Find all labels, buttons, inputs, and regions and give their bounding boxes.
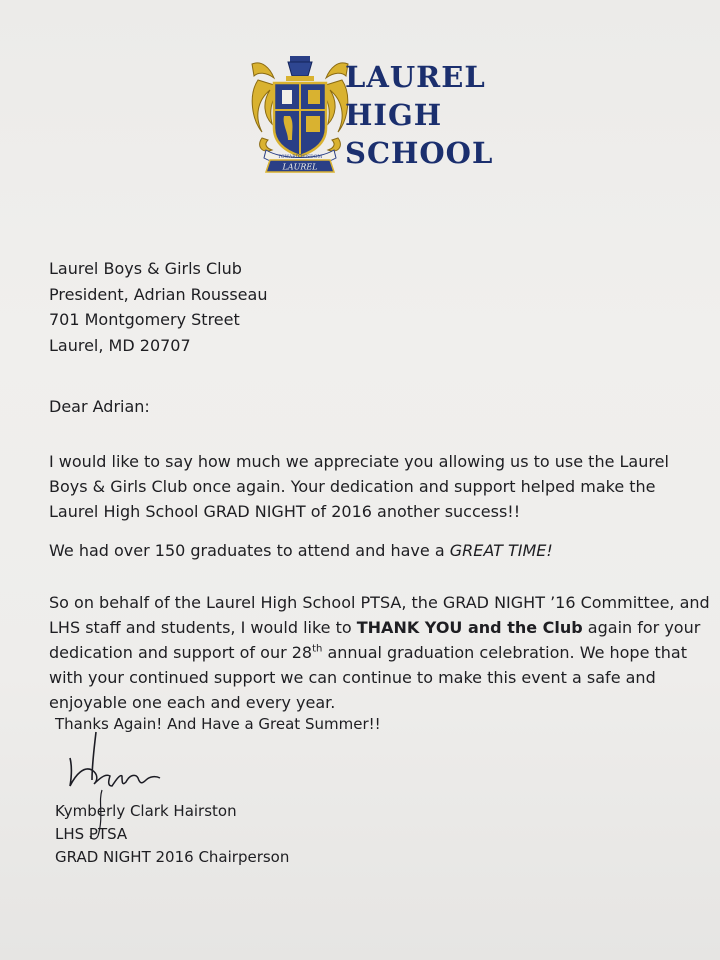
crest-scroll-text: LAUREL: [282, 162, 318, 172]
paragraph-3: [49, 590, 710, 715]
school-name-line-3: SCHOOL: [345, 136, 494, 170]
paragraph-2-emphasis: GREAT TIME!: [449, 541, 553, 560]
recipient-address: [49, 256, 267, 358]
school-name-heading: [345, 58, 493, 172]
signer-organization: LHS PTSA: [55, 825, 128, 843]
signer-name: Kymberly Clark Hairston: [55, 802, 237, 820]
thank-you-emphasis: THANK YOU and the Club: [356, 618, 583, 637]
paragraph-3-line-1: So on behalf of the Laurel High School PTSA, the GRAD NIGHT ’16 Committee, and: [49, 593, 710, 612]
recipient-line-1: Laurel Boys & Girls Club: [49, 259, 242, 278]
paragraph-3-line-5: enjoyable one each and every year.: [49, 693, 336, 712]
salutation: Dear Adrian:: [49, 397, 150, 416]
paragraph-3-line-3-suffix: annual graduation celebration. We hope that: [322, 643, 688, 662]
recipient-line-2: President, Adrian Rousseau: [49, 284, 268, 304]
closing-line: Thanks Again! And Have a Great Summer!!: [55, 715, 381, 733]
signature-block: [55, 800, 289, 869]
school-name-line-2: HIGH: [345, 98, 443, 132]
paragraph-3-line-2-suffix: again for your: [582, 618, 701, 637]
paragraph-3-line-4: with your continued support we can continue to make this event a safe and: [49, 668, 656, 687]
recipient-line-4: Laurel, MD 20707: [49, 335, 191, 355]
paragraph-3-line-2: [49, 615, 701, 640]
paragraph-1: [49, 449, 689, 524]
paragraph-3-line-3: [49, 640, 689, 665]
ordinal-suffix: th: [312, 643, 323, 655]
paragraph-3-line-3-text: dedication and support of our 28: [49, 643, 313, 662]
paragraph-1-line-1: I would like to say how much we appreciate you allowing us to use the Laurel: [49, 452, 669, 471]
signer-title: GRAD NIGHT 2016 Chairperson: [55, 848, 290, 866]
recipient-line-3: 701 Montgomery Street: [49, 310, 240, 329]
crest-motto-text: TOWARD WISDOM: [277, 155, 323, 160]
paragraph-3-line-2-text: LHS staff and students, I would like to: [49, 618, 357, 637]
school-name-line-1: LAUREL: [345, 60, 486, 94]
paragraph-1-line-2: Boys & Girls Club once again. Your dedication and support helped make the: [49, 477, 656, 496]
paragraph-2-text: We had over 150 graduates to attend and have a: [49, 541, 450, 560]
school-crest-logo: [248, 50, 352, 176]
paragraph-1-line-3: Laurel High School GRAD NIGHT of 2016 another success!!: [49, 502, 521, 521]
paragraph-2: [49, 541, 553, 560]
